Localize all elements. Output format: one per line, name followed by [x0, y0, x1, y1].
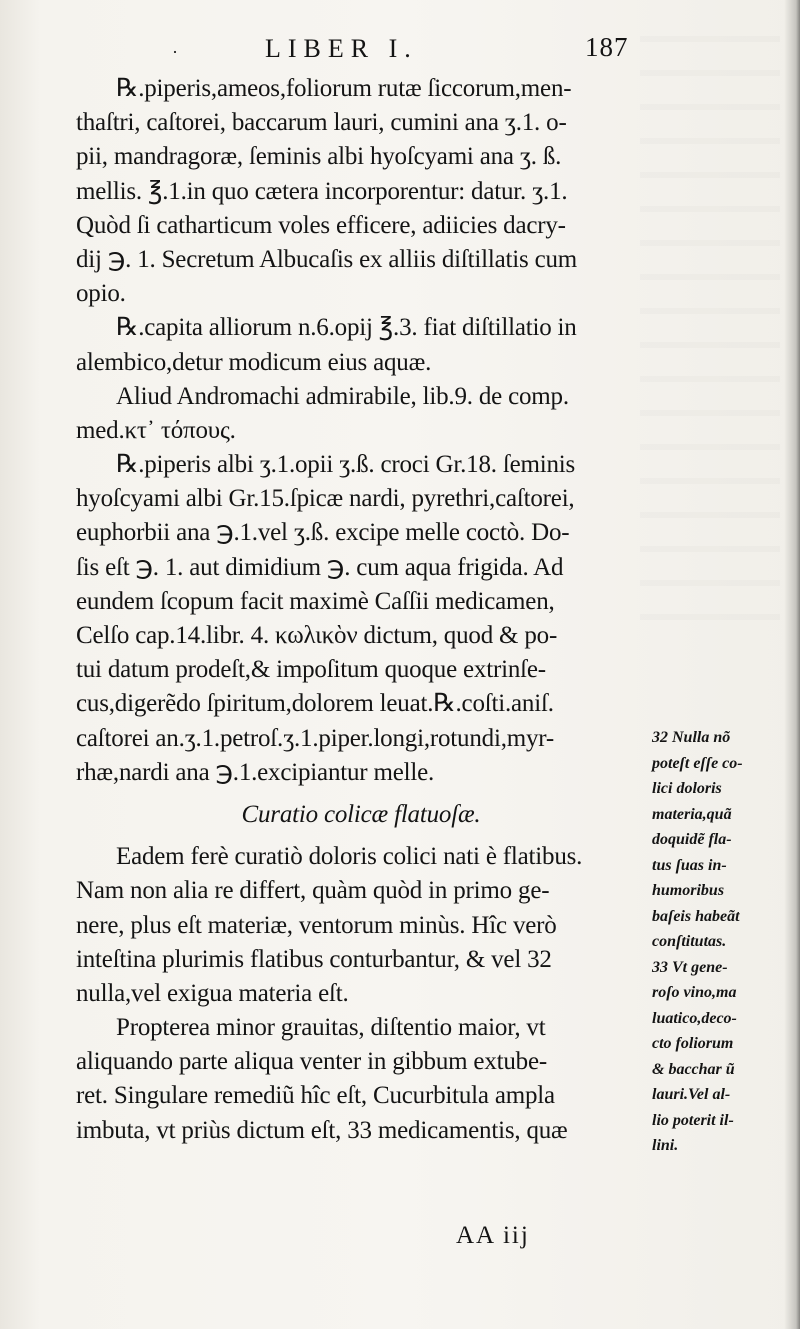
header-dot: ·	[172, 42, 178, 62]
margin-note-line: lici doloris	[652, 780, 722, 797]
running-title: LIBER I.	[265, 34, 418, 63]
page-header	[0, 28, 800, 68]
text-line: ret. Singulare remediũ hîc eſt, Cucurbitula ampla	[76, 1082, 555, 1110]
page-edge-shadow	[784, 0, 800, 1329]
margin-note-line: conſtitutas.	[652, 933, 727, 950]
page-number: 187	[585, 32, 629, 62]
text-line: eundem ſcopum facit maximè Caſſii medicamen,	[76, 587, 555, 615]
text-line: alembico,detur modicum eius aquæ.	[76, 348, 432, 376]
text-line: tui datum prodeſt,& impoſitum quoque extrinſe-	[76, 656, 546, 684]
margin-note-line: & bacchar ũ	[652, 1060, 735, 1078]
text-line: dij ℈. 1. Secretum Albucaſis ex alliis diſtillatis cum	[76, 245, 578, 273]
text-line: caſtorei an.ʒ.1.petroſ.ʒ.1.piper.longi,rotundi,myr-	[76, 724, 555, 752]
text-line: opio.	[76, 280, 126, 308]
text-line: Eadem ferè curatiò doloris colici nati è flatibus.	[116, 843, 583, 871]
text-line: aliquando parte aliqua venter in gibbum extube-	[76, 1048, 547, 1076]
margin-note-line: roſo vino,ma	[652, 984, 737, 1001]
signature-mark: AA iij	[456, 1222, 530, 1249]
margin-note-line: lini.	[652, 1137, 679, 1154]
text-line: rhæ,nardi ana ℈.1.excipiantur melle.	[76, 758, 435, 786]
margin-note-line: humoribus	[652, 882, 725, 899]
main-text	[76, 72, 646, 1148]
margin-note-line: doquidẽ fla-	[652, 831, 732, 848]
text-line: hyoſcyami albi Gr.15.ſpicæ nardi, pyrethri,caſtorei,	[76, 485, 575, 513]
text-line: ℞.piperis,ameos,foliorum rutæ ſiccorum,men-	[116, 75, 572, 102]
margin-note-line: cto foliorum	[652, 1035, 734, 1052]
text-line: Celſo cap.14.libr. 4. κωλικὸν dictum, quod & po-	[76, 622, 558, 649]
text-line: med.κτ᾽ τόπους.	[76, 416, 236, 444]
text-line: Aliud Andromachi admirabile, lib.9. de comp.	[116, 382, 569, 410]
text-line: Quòd ſi catharticum voles efficere, adiicies dacry-	[76, 211, 566, 239]
margin-note-line: tus ſuas in-	[652, 856, 727, 874]
text-line: Nam non alia re differt, quàm quòd in primo ge-	[76, 877, 550, 905]
text-line: ℞.piperis albi ʒ.1.opii ʒ.ß. croci Gr.18. ſeminis	[116, 451, 576, 479]
text-line: imbuta, vt priùs dictum eſt, 33 medicamentis, quæ	[76, 1116, 568, 1144]
text-line: pii, mandragoræ, ſeminis albi hyoſcyami ana ʒ. ß.	[76, 143, 562, 171]
text-line: nulla,vel exigua materia eſt.	[76, 979, 349, 1007]
margin-note-line: lauri.Vel al-	[652, 1086, 731, 1103]
show-through	[640, 20, 780, 620]
margin-note-line: 32 Nulla nõ	[652, 729, 731, 746]
margin-note-line: 33 Vt gene-	[652, 958, 728, 976]
text-line: ℞.capita alliorum n.6.opij ℥.3. fiat diſtillatio in	[116, 314, 577, 342]
margin-notes	[652, 725, 797, 1159]
margin-note-line: lio poterit il-	[652, 1111, 734, 1129]
text-line: ſis eſt ℈. 1. aut dimidium ℈. cum aqua frigida. Ad	[76, 553, 564, 581]
text-line: thaſtri, caſtorei, baccarum lauri, cumini ana ʒ.1. o-	[76, 109, 567, 137]
section-heading: Curatio colicæ flatuoſæ.	[241, 800, 481, 828]
text-line: cus,digerẽdo ſpiritum,dolorem leuat.℞.coſti.aniſ.	[76, 690, 554, 718]
margin-note-line: luatico,deco-	[652, 1009, 737, 1027]
margin-note-line: poteſt eſſe co-	[652, 754, 743, 772]
text-line: Propterea minor grauitas, diſtentio maior, vt	[116, 1014, 546, 1042]
text-line: inteſtina plurimis flatibus conturbantur, & vel 32	[76, 945, 552, 973]
margin-note-line: materia,quã	[652, 805, 732, 823]
text-line: nere, plus eſt materiæ, ventorum minùs. Hîc verò	[76, 911, 557, 939]
text-line: euphorbii ana ℈.1.vel ʒ.ß. excipe melle coctò. Do-	[76, 519, 570, 547]
margin-note-line: baſeis habeãt	[652, 907, 740, 925]
text-line: mellis. ℥.1.in quo cætera incorporentur: datur. ʒ.1.	[76, 177, 568, 205]
